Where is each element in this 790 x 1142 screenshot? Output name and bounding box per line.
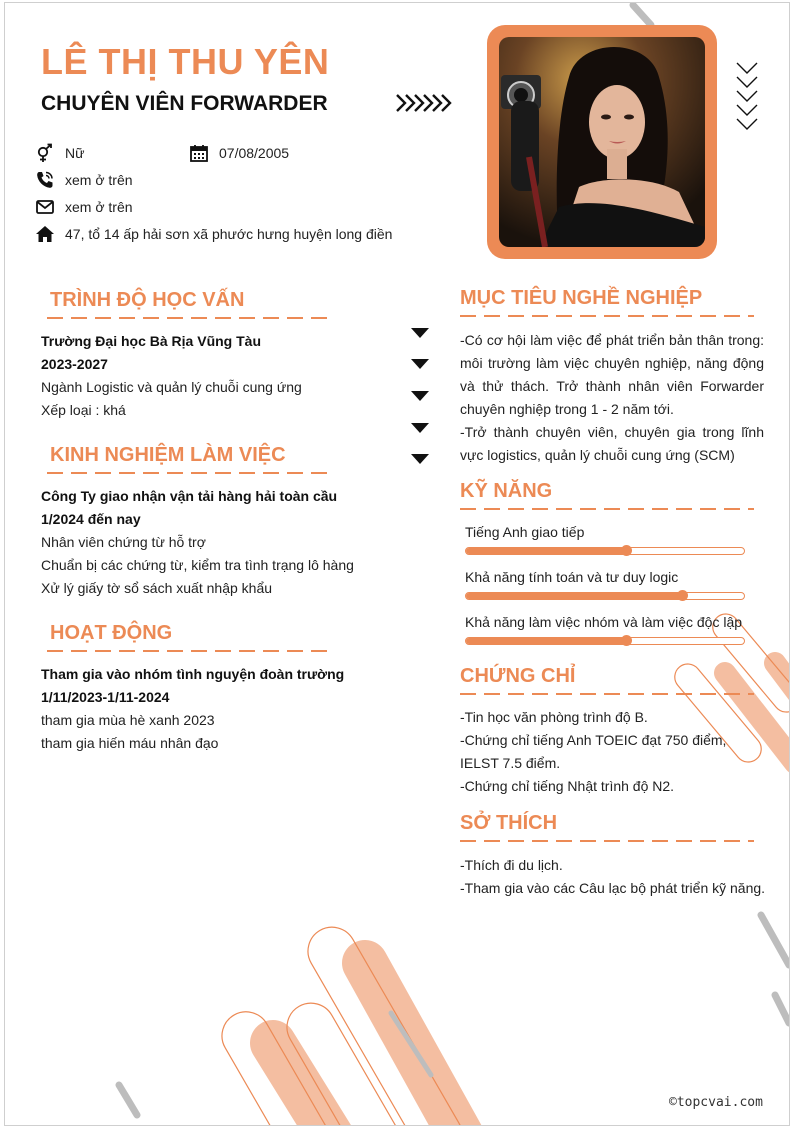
skill-bar-knob (677, 590, 688, 601)
arrow-down-decor (411, 454, 429, 464)
certificates-text (460, 706, 764, 798)
skill-bar-knob (621, 545, 632, 556)
skill-label: Khả năng làm việc nhóm và làm việc độc lập (465, 614, 743, 630)
email-value: xem ở trên (65, 199, 133, 215)
arrow-down-decor (411, 359, 429, 369)
company-name: Công Ty giao nhận vận tải hàng hải toàn cầu (41, 488, 338, 504)
certificates-heading: CHỨNG CHỈ (460, 665, 576, 687)
birthdate-row (189, 142, 289, 164)
hobby-line: -Thích đi du lịch. (460, 857, 563, 873)
objective-line: -Có cơ hội làm việc để phát triển bản thân trong: môi trường làm việc chuyên nghiệp, năng động và thử thách. Trở thành nhân viên Forwarder chuyên nghiệp trong 1 - 2 năm tới. (460, 332, 764, 417)
mail-icon (35, 197, 55, 217)
profile-photo (499, 37, 705, 247)
skill-label: Khả năng tính toán và tư duy logic (465, 569, 679, 585)
section-divider (47, 317, 335, 319)
address-value: 47, tổ 14 ấp hải sơn xã phước hưng huyện long điền (65, 226, 393, 242)
home-icon (35, 224, 55, 244)
section-divider (460, 508, 754, 510)
skill-label: Tiếng Anh giao tiếp (465, 524, 585, 540)
experience-block (41, 485, 354, 600)
skill-bar (465, 547, 745, 555)
section-divider (47, 650, 335, 652)
activity-org: Tham gia vào nhóm tình nguyện đoàn trường (41, 666, 345, 682)
calendar-icon (189, 143, 209, 163)
arrow-down-decor (411, 391, 429, 401)
objective-line: -Trở thành chuyên viên, chuyên gia trong lĩnh vực logistics, quản lý chuỗi cung ứng (SCM) (460, 424, 764, 463)
gender-row (35, 142, 84, 164)
certificate-line: -Chứng chỉ tiếng Nhật trình độ N2. (460, 778, 675, 794)
activity-period: 1/11/2023-1/11-2024 (41, 689, 170, 705)
school-name: Trường Đại học Bà Rịa Vũng Tàu (41, 333, 262, 349)
birthdate-value: 07/08/2005 (219, 145, 290, 161)
arrow-down-decor (411, 328, 429, 338)
address-row (35, 223, 392, 245)
profile-photo-frame (487, 25, 717, 259)
activities-heading: HOẠT ĐỘNG (50, 622, 173, 644)
activities-block (41, 663, 344, 755)
activity-line: tham gia mùa hè xanh 2023 (41, 712, 215, 728)
section-divider (47, 472, 335, 474)
gender-icon (35, 143, 55, 163)
hobbies-text (460, 854, 770, 900)
experience-period: 1/2024 đến nay (41, 511, 141, 527)
objective-heading: MỤC TIÊU NGHỀ NGHIỆP (460, 287, 703, 309)
section-divider (460, 315, 754, 317)
skill-bar-knob (621, 635, 632, 646)
experience-line: Nhân viên chứng từ hỗ trợ (41, 534, 206, 550)
hobby-line: -Tham gia vào các Câu lạc bộ phát triển kỹ năng. (460, 880, 766, 896)
resume-page (4, 2, 790, 1126)
experience-line: Xử lý giấy tờ sổ sách xuất nhập khẩu (41, 580, 273, 596)
candidate-name: LÊ THỊ THU YÊN (41, 41, 330, 82)
education-block (41, 330, 302, 422)
arrow-down-decor (411, 423, 429, 433)
certificate-line: -Tin học văn phòng trình độ B. (460, 709, 648, 725)
phone-icon (35, 170, 55, 190)
section-divider (460, 693, 754, 695)
education-major: Ngành Logistic và quản lý chuỗi cung ứng (41, 379, 302, 395)
certificate-line: -Chứng chỉ tiếng Anh TOEIC đạt 750 điểm, IELST 7.5 điểm. (460, 732, 727, 771)
watermark: ©topcvai.com (669, 1095, 763, 1110)
gender-value: Nữ (65, 145, 85, 161)
skill-bar (465, 637, 745, 645)
experience-heading: KINH NGHIỆM LÀM VIỆC (50, 444, 286, 466)
phone-row (35, 169, 133, 191)
hobbies-heading: SỞ THÍCH (460, 812, 558, 834)
chevrons-down-decor (737, 63, 757, 129)
skill-bar-fill (466, 638, 627, 644)
email-row (35, 196, 133, 218)
skills-heading: KỸ NĂNG (460, 480, 553, 502)
objective-text (460, 329, 764, 467)
skill-bar-fill (466, 593, 683, 599)
section-divider (460, 840, 754, 842)
portrait-illustration (499, 37, 705, 247)
job-title: CHUYÊN VIÊN FORWARDER (41, 92, 328, 115)
education-heading: TRÌNH ĐỘ HỌC VẤN (50, 289, 245, 311)
skill-bar-fill (466, 548, 627, 554)
chevrons-right-decor (397, 95, 450, 111)
experience-line: Chuẩn bị các chứng từ, kiểm tra tình trạng lô hàng (41, 557, 354, 573)
activity-line: tham gia hiến máu nhân đạo (41, 735, 219, 751)
education-grade: Xếp loại : khá (41, 402, 126, 418)
phone-value: xem ở trên (65, 172, 133, 188)
education-period: 2023-2027 (41, 356, 108, 372)
skill-bar (465, 592, 745, 600)
